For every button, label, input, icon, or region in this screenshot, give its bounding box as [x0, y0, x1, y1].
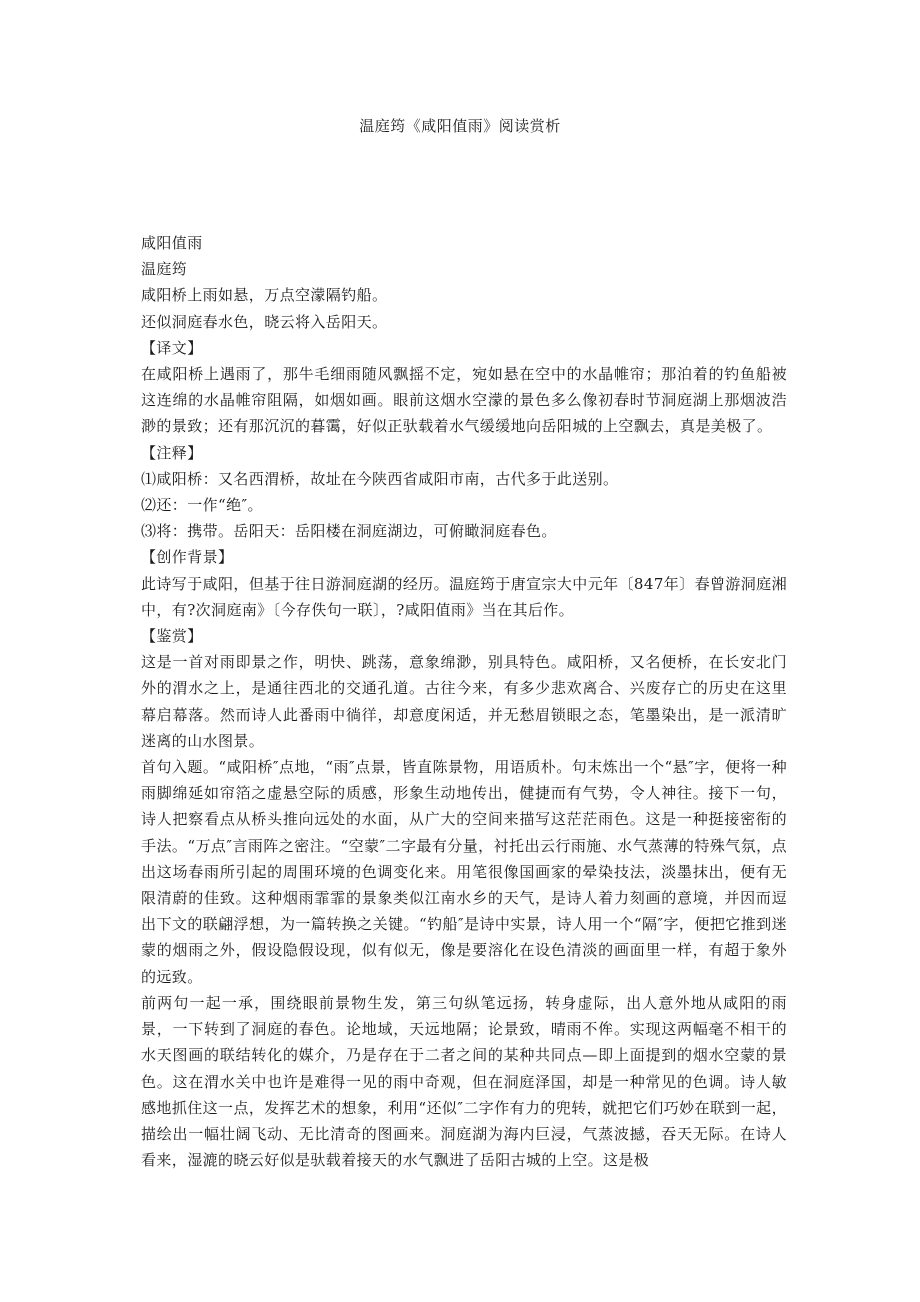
- poem-line-2: 还似洞庭春水色，晓云将入岳阳天。: [141, 312, 388, 331]
- appreciation-paragraph: 首句入题。“咸阳桥″点地，“雨″点景，皆直陈景物，用语质朴。句末炼出一个“悬″字，便将一种雨脚绵延如帘箔之虚悬空际的质感，形象生动地传出，健捷而有气势，令人神往。接下一句，诗人把察看点从桥头推向远处的水面，从广大的空间来描写这茫茫雨色。这是一种挺接密衔的手法。“万点″言雨阵之密注。“空蒙″二字最有分量，衬托出云行雨施、水气蒸薄的特殊气氛，点出这场春雨所引起的周围环境的色调变化来。用笔很像国画家的晕染技法，淡墨抹出，便有无限清蔚的佳致。这种烟雨霏霏的景象类似江南水乡的天气，是诗人着力刻画的意境，并因而逗出下文的联翩浮想，为一篇转换之关键。“钓船″是诗中实景，诗人用一个“隔″字，便把它推到迷蒙的烟雨之外，假设隐假设现，似有似无，像是要溶化在设色清淡的画面里一样，有超于象外的远致。: [141, 758, 787, 986]
- translation-heading: 【译文】: [141, 338, 203, 357]
- poem-author: 温庭筠: [141, 260, 188, 279]
- background-text: 此诗写于咸阳，但基于往日游洞庭湖的经历。温庭筠于唐宣宗大中元年〔847年〕春曾游洞庭湘中，有?次洞庭南》〔今存佚句一联〕，?咸阳值雨》当在其后作。: [141, 574, 787, 619]
- appreciation-paragraph: 前两句一起一承，围绕眼前景物生发，第三句纵笔远扬，转身虚际，出人意外地从咸阳的雨景，一下转到了洞庭的春色。论地域，天远地隔；论景致，晴雨不侔。实现这两幅毫不相干的水天图画的联结转化的媒介，乃是存在于二者之间的某种共同点—即上面提到的烟水空蒙的景色。这在渭水关中也许是难得一见的雨中奇观，但在洞庭泽国，却是一种常见的色调。诗人敏感地抓住这一点，发挥艺术的想象，利用“还似″二字作有力的兜转，就把它们巧妙在联到一起，描绘出一幅壮阔飞动、无比清奇的图画来。洞庭湖为海内巨浸，气蒸波撼，吞天无际。在诗人看来，湿漉的晓云好似是驮载着接天的水气飘进了岳阳古城的上空。这是极: [141, 993, 787, 1170]
- poem-line-1: 咸阳桥上雨如悬，万点空濛隔钓船。: [141, 286, 388, 305]
- poem-title: 咸阳值雨: [141, 234, 203, 252]
- translation-text: 在咸阳桥上遇雨了，那牛毛细雨随风飘摇不定，宛如悬在空中的水晶帷帘；那泊着的钓鱼船被这连绵的水晶帷帘阻隔，如烟如画。眼前这烟水空濛的景色多么像初春时节洞庭湖上那烟波浩渺的景致；还有那沉沉的暮霭，好似正驮载着水气缓缓地向岳阳城的上空飘去，真是美极了。: [141, 365, 787, 436]
- note-item: ⑵还：一作“绝″。: [141, 496, 263, 515]
- notes-heading: 【注释】: [141, 443, 203, 462]
- note-item: ⑴咸阳桥：又名西渭桥，故址在今陕西省咸阳市南，古代多于此送别。: [141, 469, 619, 488]
- document-title: 温庭筠《咸阳值雨》阅读赏析: [359, 117, 561, 135]
- appreciation-heading: 【鉴赏】: [141, 627, 203, 646]
- appreciation-paragraph: 这是一首对雨即景之作，明快、跳荡，意象绵渺，别具特色。咸阳桥，又名便桥，在长安北门外的渭水之上，是通往西北的交通孔道。古往今来，有多少悲欢离合、兴废存亡的历史在这里幕启幕落。然而诗人此番雨中徜徉，却意度闲适，并无愁眉锁眼之态，笔墨染出，是一派清旷迷离的山水图景。: [141, 653, 787, 750]
- document-body: [141, 230, 787, 1173]
- note-item: ⑶将：携带。岳阳天：岳阳楼在洞庭湖边，可俯瞰洞庭春色。: [141, 522, 557, 541]
- background-heading: 【创作背景】: [141, 548, 234, 567]
